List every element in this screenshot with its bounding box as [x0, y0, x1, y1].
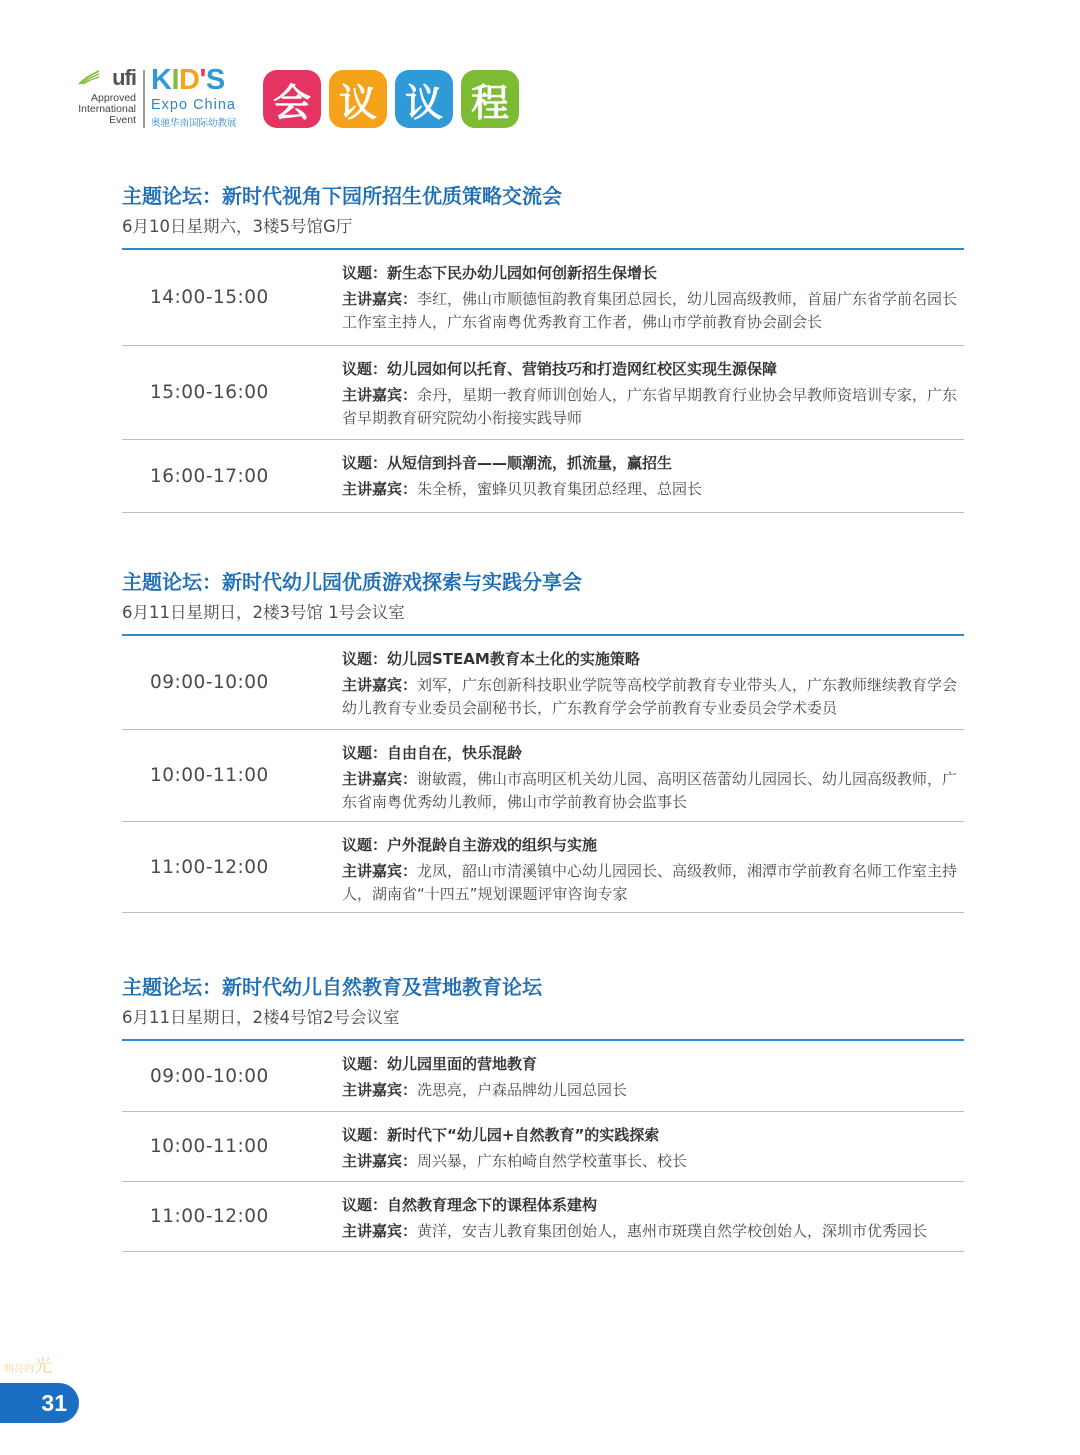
- agenda-row: [122, 1041, 964, 1112]
- session-details: [342, 822, 964, 912]
- session-details: [342, 1112, 964, 1181]
- title-char-box: 会: [263, 70, 321, 128]
- agenda-row: [122, 730, 964, 822]
- forum-section: [122, 568, 964, 913]
- ufi-swoosh-icon: [78, 69, 100, 85]
- forum-title: 主题论坛：新时代幼儿园优质游戏探索与实践分享会: [122, 570, 582, 594]
- agenda-row: [122, 1112, 964, 1182]
- session-topic: 议题：幼儿园里面的营地教育: [342, 1055, 538, 1073]
- session-speaker: 主讲嘉宾：谢敏霞，佛山市高明区机关幼儿园、高明区蓓蕾幼儿园园长、幼儿园高级教师，广东省南粤优秀幼儿教师，佛山市学前教育协会监事长: [342, 770, 958, 811]
- kids-wordmark: KID'S: [151, 64, 225, 96]
- ufi-logo: [70, 67, 136, 131]
- session-time: 11:00-12:00: [150, 1206, 269, 1227]
- session-details: [342, 1041, 964, 1111]
- ufi-line: Event: [109, 114, 136, 126]
- session-speaker: 主讲嘉宾：李红，佛山市顺德恒韵教育集团总园长，幼儿园高级教师，首届广东省学前名园长工作室主持人，广东省南粤优秀教育工作者，佛山市学前教育协会副会长: [342, 290, 958, 331]
- session-topic: 议题：幼儿园如何以托育、营销技巧和打造网红校区实现生源保障: [342, 360, 778, 378]
- session-details: [342, 440, 964, 512]
- forum-date-venue: 6月11日星期日，2楼4号馆2号会议室: [122, 1008, 400, 1027]
- forum-date-venue: 6月11日星期日，2楼3号馆 1号会议室: [122, 603, 405, 622]
- agenda-row: [122, 346, 964, 440]
- session-speaker: 主讲嘉宾：龙凤，韶山市清溪镇中心幼儿园园长、高级教师，湘潭市学前教育名师工作室主持人，湖南省“十四五”规划课题评审咨询专家: [342, 862, 958, 903]
- session-speaker: 主讲嘉宾：冼思亮，户森品牌幼儿园总园长: [342, 1081, 628, 1099]
- session-topic: 议题：从短信到抖音——顺潮流，抓流量，赢招生: [342, 454, 673, 472]
- session-topic: 议题：自由自在，快乐混龄: [342, 744, 523, 762]
- session-time: 10:00-11:00: [150, 765, 269, 786]
- session-details: [342, 250, 964, 345]
- kids-expo-logo: [151, 64, 249, 131]
- session-details: [342, 346, 964, 439]
- title-char-box: 议: [329, 70, 387, 128]
- session-time: 14:00-15:00: [150, 287, 269, 308]
- session-time: 15:00-16:00: [150, 382, 269, 403]
- session-details: [342, 636, 964, 729]
- session-topic: 议题：新生态下民办幼儿园如何创新招生保增长: [342, 264, 658, 282]
- logo-divider: [143, 70, 145, 128]
- session-speaker: 主讲嘉宾：周兴暴，广东柏崎自然学校董事长、校长: [342, 1152, 688, 1170]
- session-speaker: 主讲嘉宾：刘军，广东创新科技职业学院等高校学前教育专业带头人，广东教师继续教育学会幼儿教育专业委员会副秘书长，广东教育学会学前教育专业委员会学术委员: [342, 676, 958, 717]
- forum-title: 主题论坛：新时代幼儿自然教育及营地教育论坛: [122, 975, 542, 999]
- agenda-row: [122, 822, 964, 913]
- agenda-row: [122, 250, 964, 346]
- ufi-line: International: [78, 103, 136, 115]
- page-title: [263, 70, 527, 128]
- expo-chinese-name: 奥驰华南国际幼教展: [151, 118, 237, 129]
- ufi-line: Approved: [91, 92, 136, 104]
- session-topic: 议题：幼儿园STEAM教育本土化的实施策略: [342, 650, 640, 668]
- session-details: [342, 730, 964, 821]
- agenda-row: [122, 440, 964, 513]
- expo-china-text: Expo China: [151, 97, 236, 113]
- forum-section: [122, 973, 964, 1252]
- session-time: 11:00-12:00: [150, 856, 269, 878]
- forum-title: 主题论坛：新时代视角下园所招生优质策略交流会: [122, 184, 562, 208]
- forum-section: [122, 182, 964, 513]
- session-topic: 议题：新时代下“幼儿园+自然教育”的实践探索: [342, 1126, 660, 1144]
- agenda-row: [122, 636, 964, 730]
- session-time: 09:00-10:00: [150, 1065, 269, 1087]
- session-speaker: 主讲嘉宾：余丹，星期一教育师训创始人，广东省早期教育行业协会早教师资培训专家，广东省早期教育研究院幼小衔接实践导师: [342, 386, 958, 427]
- ufi-word: ufi: [112, 65, 136, 90]
- session-time: 16:00-17:00: [150, 465, 269, 487]
- page-number: 31: [0, 1383, 79, 1423]
- session-speaker: 主讲嘉宾：朱全桥，蜜蜂贝贝教育集团总经理、总园长: [342, 480, 703, 498]
- forum-date-venue: 6月10日星期六，3楼5号馆G厅: [122, 217, 353, 236]
- session-topic: 议题：户外混龄自主游戏的组织与实施: [342, 836, 598, 854]
- watermark: 明亮的光: [4, 1356, 52, 1377]
- session-details: [342, 1182, 964, 1251]
- title-char-box: 议: [395, 70, 453, 128]
- session-topic: 议题：自然教育理念下的课程体系建构: [342, 1196, 598, 1214]
- agenda-row: [122, 1182, 964, 1252]
- session-time: 09:00-10:00: [150, 672, 269, 693]
- page-header: [70, 66, 527, 132]
- session-speaker: 主讲嘉宾：黄洋，安吉儿教育集团创始人，惠州市斑璞自然学校创始人，深圳市优秀园长: [342, 1222, 928, 1240]
- title-char-box: 程: [461, 70, 519, 128]
- session-time: 10:00-11:00: [150, 1136, 269, 1157]
